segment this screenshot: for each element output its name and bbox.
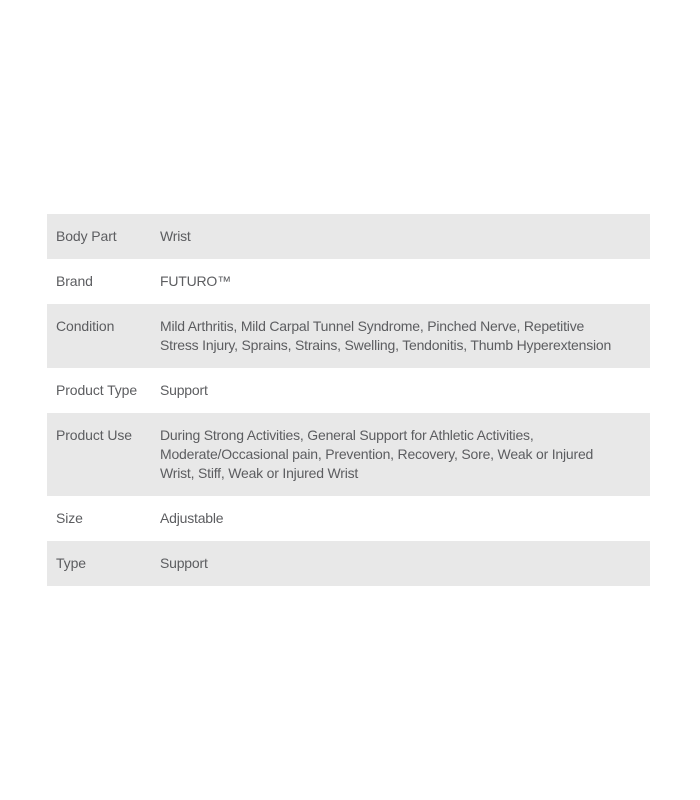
- table-row: [47, 541, 650, 586]
- row-value-line: Wrist, Stiff, Weak or Injured Wrist: [160, 465, 359, 481]
- row-label: Condition: [56, 318, 115, 334]
- row-value: [160, 227, 638, 246]
- row-value-line: Moderate/Occasional pain, Prevention, Recovery, Sore, Weak or Injured: [160, 446, 594, 462]
- table-row: [47, 496, 650, 541]
- row-label: Type: [56, 555, 86, 571]
- row-value-line: Mild Arthritis, Mild Carpal Tunnel Syndrome, Pinched Nerve, Repetitive: [160, 318, 585, 334]
- row-value-line: Support: [160, 382, 208, 398]
- row-label: Size: [56, 510, 83, 526]
- row-value: [160, 317, 638, 355]
- table-row: [47, 259, 650, 304]
- row-value-line: Stress Injury, Sprains, Strains, Swelling, Tendonitis, Thumb Hyperextension: [160, 337, 612, 353]
- row-label: Product Type: [56, 382, 138, 398]
- row-value-line: Wrist: [160, 228, 191, 244]
- row-value: [160, 272, 638, 291]
- table-row: [47, 214, 650, 259]
- product-specifications-table: [47, 214, 650, 586]
- row-value-line: FUTURO™: [160, 273, 231, 289]
- row-value-line: Support: [160, 555, 208, 571]
- row-value: [160, 426, 638, 483]
- table-row: [47, 368, 650, 413]
- row-value: [160, 554, 638, 573]
- row-value-line: Adjustable: [160, 510, 224, 526]
- table-row: [47, 413, 650, 496]
- row-value: [160, 381, 638, 400]
- row-label: Brand: [56, 273, 93, 289]
- row-label: Body Part: [56, 228, 117, 244]
- table-row: [47, 304, 650, 368]
- row-value-line: During Strong Activities, General Support for Athletic Activities,: [160, 427, 534, 443]
- row-value: [160, 509, 638, 528]
- row-label: Product Use: [56, 427, 132, 443]
